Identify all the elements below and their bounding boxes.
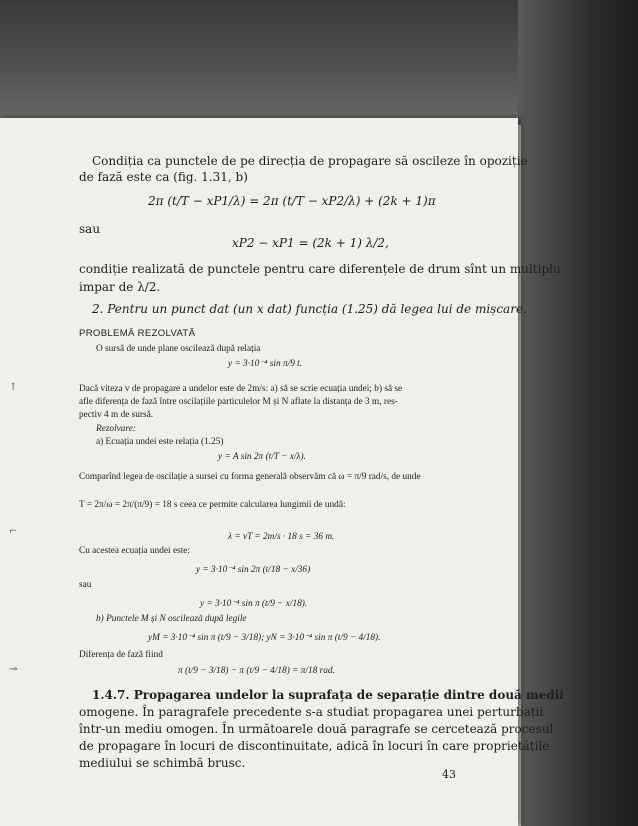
problem-line: pectiv 4 m de sursă. [79,410,154,420]
equation: y = 3·10⁻⁴ sin π/9 t. [228,359,303,369]
text-line: condiție realizată de punctele pentru care diferențele de drum sînt un multiplu [79,262,561,276]
text-line: impar de λ/2. [79,280,161,294]
problem-line: Cu acestea ecuația undei este: [79,546,190,556]
text-line: Condiția ca punctele de pe direcția de propagare să oscileze în opoziție [92,154,528,168]
margin-mark: ↑ [9,382,18,393]
text-line: omogene. În paragrafele precedente s-a studiat propagarea unei perturbații [79,705,544,719]
equation: 2π (t/T − xP1/λ) = 2π (t/T − xP2/λ) + (2k + 1)π [148,194,436,208]
problem-line: Diferența de fază fiind [79,650,163,660]
problem-line: O sursă de unde plane oscilează după relația [96,344,261,354]
equation: y = 3·10⁻⁴ sin 2π (t/18 − x/36) [196,565,311,575]
text-line: de fază este ca (fig. 1.31, b) [79,170,248,184]
equation: xP2 − xP1 = (2k + 1) λ/2, [232,236,389,250]
equation: π (t/9 − 3/18) − π (t/9 − 4/18) = π/18 rad. [178,666,335,676]
margin-mark: ⊸ [9,664,18,675]
problem-line: Rezolvare: [96,424,136,434]
problem-line: Comparînd legea de oscilație a sursei cu forma generală observăm că ω = π/9 rad/s, de unde [79,472,421,482]
problem-line: afle diferența de fază între oscilațiile particulelor M și N aflate la distanța de 3 m, res- [79,397,398,407]
text-line: de propagare în locuri de discontinuitate, adică în locuri în care proprietățile [79,739,550,753]
page-number: 43 [442,768,456,781]
text-line: mediului se schimbă brusc. [79,756,246,770]
problem-line: sau [79,580,92,590]
text-line: sau [79,222,101,236]
problem-line: T = 2π/ω = 2π/(π/9) = 18 s ceea ce permite calcularea lungimii de undă: [79,500,346,510]
margin-mark: ⌐ [9,526,18,537]
section-heading: PROBLEMĂ REZOLVATĂ [79,328,196,339]
section-title [92,688,564,702]
text-line: într-un mediu omogen. În următoarele două paragrafe se cercetează procesul [79,722,554,736]
problem-line: b) Punctele M și N oscilează după legile [96,614,247,624]
text-line: 2. Pentru un punct dat (un x dat) funcția (1.25) dă legea lui de mișcare. [92,302,527,316]
equation: y = 3·10⁻⁴ sin π (t/9 − x/18). [200,599,308,609]
equation: yM = 3·10⁻⁴ sin π (t/9 − 3/18); yN = 3·10⁻⁴ sin π (t/9 − 4/18). [148,633,381,643]
problem-line: Dacă viteza v de propagare a undelor este de 2m/s: a) să se scrie ecuația undei; b) să se [79,384,403,394]
equation: y = A sin 2π (t/T − x/λ). [218,452,306,462]
book-page [0,118,564,826]
equation: λ = vT = 2m/s · 18 s = 36 m. [228,532,335,542]
background-right [518,0,638,826]
section-title-text: 1.4.7. Propagarea undelor la suprafața de separație dintre două medii [92,688,564,702]
problem-line: a) Ecuația undei este relația (1.25) [96,437,224,447]
